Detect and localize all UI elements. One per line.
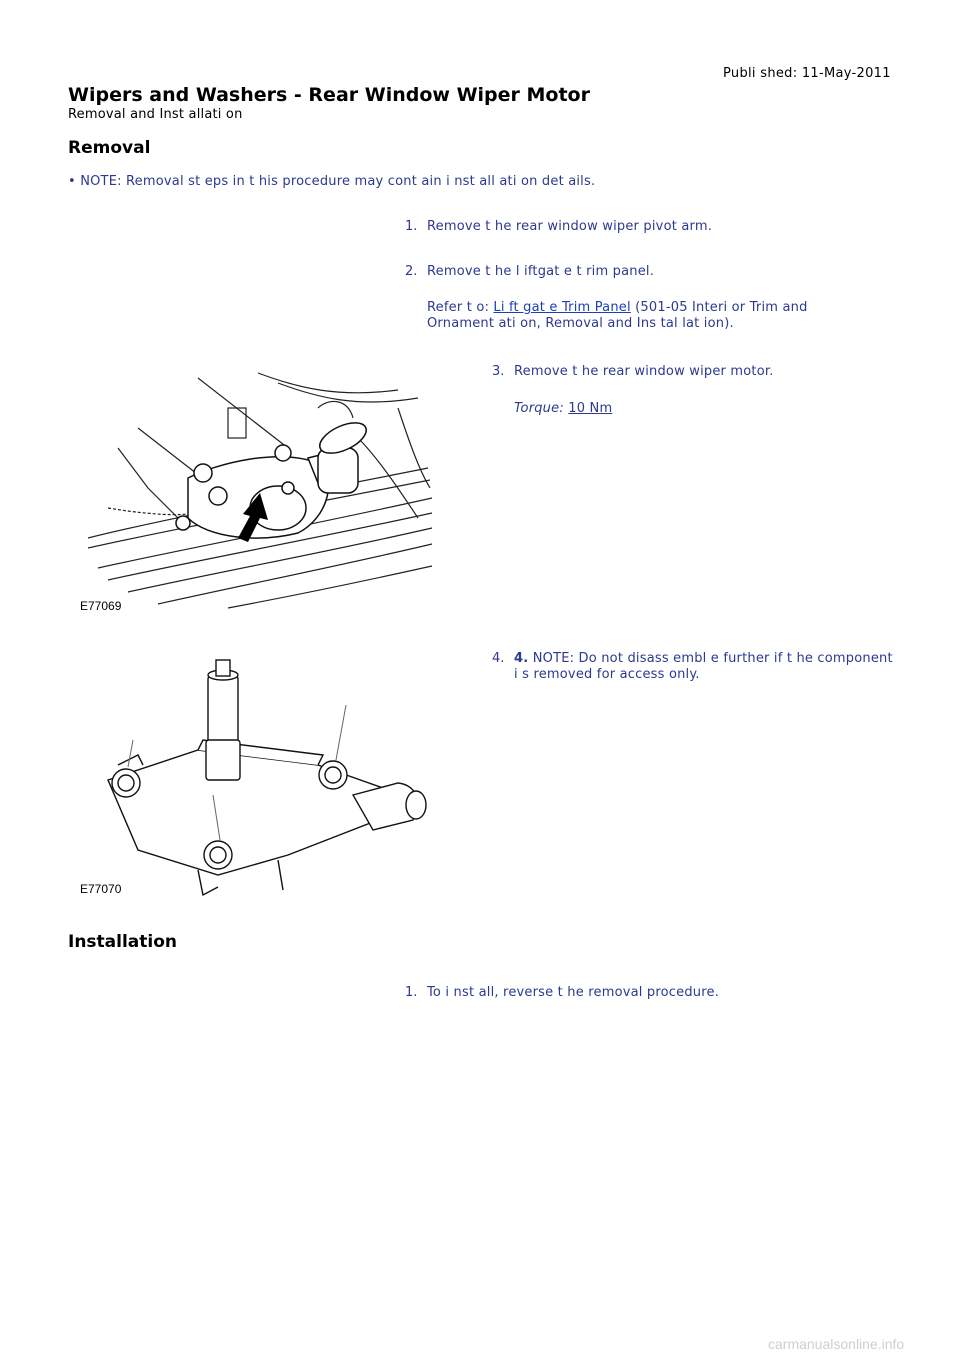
figure-2-label: E77070 bbox=[80, 882, 122, 896]
published-date: Publi shed: 11-May-2011 bbox=[723, 66, 891, 81]
step-3-number: 3. bbox=[492, 364, 505, 379]
removal-note: • NOTE: Removal st eps in t his procedure may cont ain i nst all ati on det ails. bbox=[68, 174, 596, 189]
refer-prefix: Refer t o: bbox=[427, 300, 490, 315]
removal-heading: Removal bbox=[68, 138, 151, 158]
step-1-text: Remove t he rear window wiper pivot arm. bbox=[427, 219, 713, 234]
step-2-text: Remove t he l iftgat e t rim panel. bbox=[427, 264, 655, 279]
step-4-note-1: NOTE: Do not disass embl e further if t he component bbox=[528, 651, 893, 666]
installation-heading: Installation bbox=[68, 932, 178, 952]
step-2-number: 2. bbox=[405, 264, 418, 279]
step-4-number: 4. bbox=[492, 651, 505, 666]
torque-label: Torque: bbox=[514, 401, 564, 416]
install-step-1-text: To i nst all, reverse t he removal procedure. bbox=[427, 985, 720, 1000]
refer-suffix-2: Ornament ati on, Removal and Ins tal lat ion). bbox=[427, 316, 734, 331]
step-3-text: Remove t he rear window wiper motor. bbox=[514, 364, 774, 379]
install-step-1-number: 1. bbox=[405, 985, 418, 1000]
page-subtitle: Removal and Inst allati on bbox=[68, 107, 243, 122]
page-title: Wipers and Washers - Rear Window Wiper Motor bbox=[68, 84, 590, 106]
step-3-torque bbox=[514, 401, 612, 417]
watermark-brand: carmanualsonline.info bbox=[768, 1336, 905, 1352]
figure-wiper-motor-installed bbox=[78, 368, 438, 614]
refer-suffix-1: (501-05 Interi or Trim and bbox=[630, 300, 808, 315]
figure-1-label: E77069 bbox=[80, 599, 122, 613]
liftgate-trim-panel-link[interactable]: Li ft gat e Trim Panel bbox=[493, 300, 631, 315]
step-4-bold-number: 4. bbox=[514, 651, 529, 666]
step-4-text bbox=[514, 651, 894, 683]
figure-wiper-motor-removed bbox=[78, 655, 438, 900]
torque-value: 10 Nm bbox=[568, 401, 613, 416]
step-4-note-2: i s removed for access only. bbox=[514, 667, 700, 682]
step-1-number: 1. bbox=[405, 219, 418, 234]
step-2-refer bbox=[427, 300, 847, 332]
